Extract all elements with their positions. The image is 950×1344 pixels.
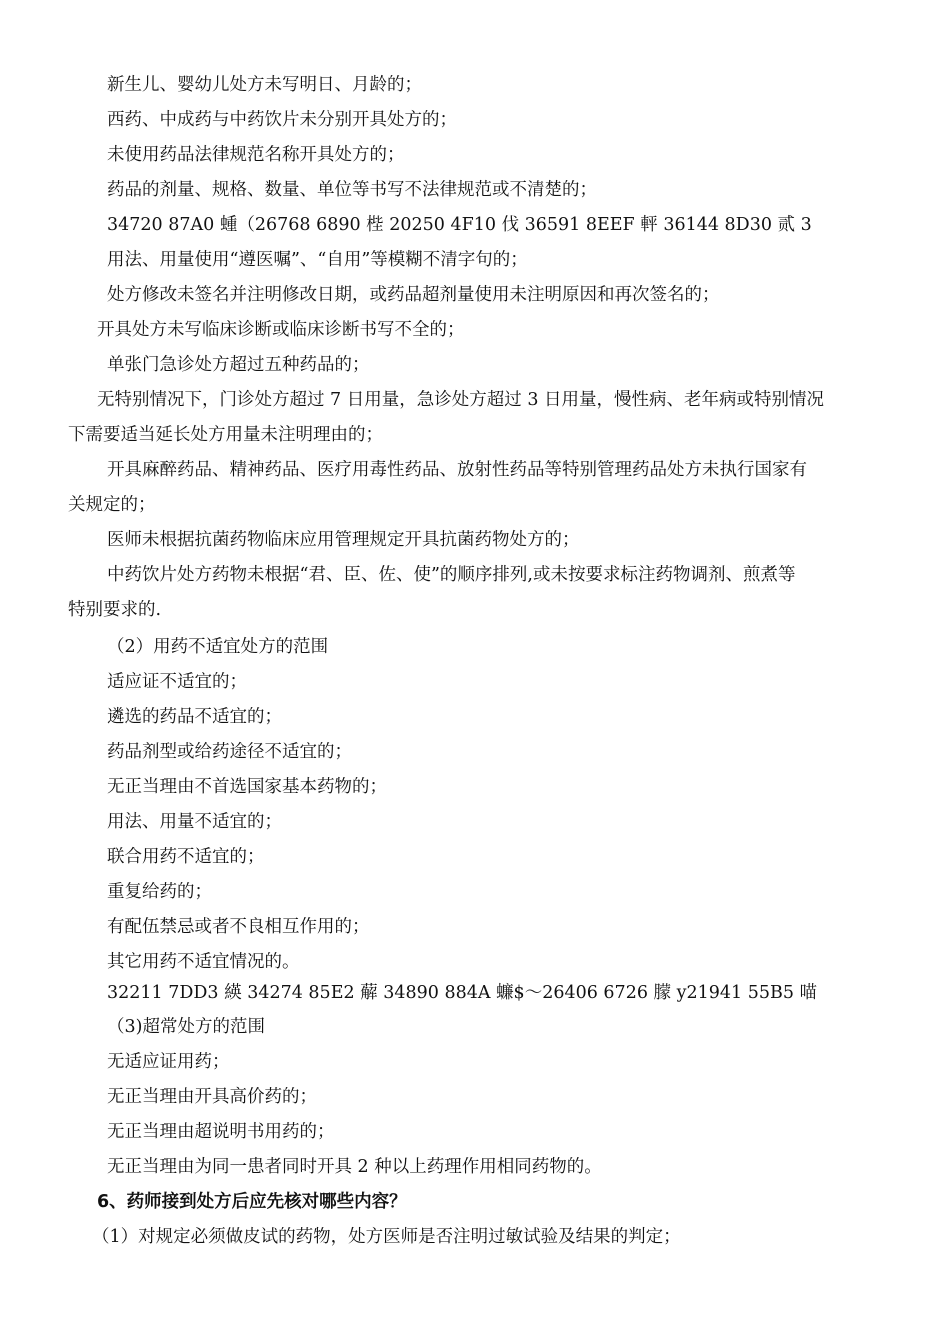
text-line: 新生儿、婴幼儿处方未写明日、月龄的； xyxy=(107,75,422,95)
text-line: 无正当理由超说明书用药的； xyxy=(107,1122,335,1142)
text-line: 医师未根据抗菌药物临床应用管理规定开具抗菌药物处方的； xyxy=(107,530,580,550)
text-line: 联合用药不适宜的； xyxy=(107,847,265,867)
text-line: 特别要求的. xyxy=(68,600,162,620)
text-line: 西药、中成药与中药饮片未分别开具处方的； xyxy=(107,110,457,130)
text-line: 其它用药不适宜情况的。 xyxy=(107,952,300,972)
text-line: 无正当理由开具高价药的； xyxy=(107,1087,317,1107)
section-heading: （2）用药不适宜处方的范围 xyxy=(107,637,329,657)
text-line: 中药饮片处方药物未根据“君、臣、佐、使”的顺序排列,或未按要求标注药物调剂、煎煮等 xyxy=(107,565,796,585)
text-line: 无适应证用药； xyxy=(107,1052,230,1072)
text-line: 关规定的； xyxy=(68,495,156,515)
text-line: 药品剂型或给药途径不适宜的； xyxy=(107,742,352,762)
text-line: 开具处方未写临床诊断或临床诊断书写不全的； xyxy=(97,320,465,340)
text-line: 开具麻醉药品、精神药品、医疗用毒性药品、放射性药品等特别管理药品处方未执行国家有 xyxy=(107,460,807,480)
text-line: 32211 7DD3 緓 34274 85E2 薢 34890 884A 蠊$～26406 6726 朦 y21941 55B5 喵 xyxy=(107,983,818,1003)
text-line: 34720 87A0 蝩（26768 6890 梐 20250 4F10 伐 36591 8EEF 軯 36144 8D30 贰 3 xyxy=(107,215,812,235)
text-line: 处方修改未签名并注明修改日期，或药品超剂量使用未注明原因和再次签名的； xyxy=(107,285,720,305)
text-line: 单张门急诊处方超过五种药品的； xyxy=(107,355,370,375)
question-heading: 6、药师接到处方后应先核对哪些内容？ xyxy=(97,1192,407,1212)
text-line: 重复给药的； xyxy=(107,882,212,902)
text-line: （1）对规定必须做皮试的药物，处方医师是否注明过敏试验及结果的判定； xyxy=(92,1227,681,1247)
text-line: 用法、用量不适宜的； xyxy=(107,812,282,832)
text-line: 适应证不适宜的； xyxy=(107,672,247,692)
text-line: 无特别情况下，门诊处方超过 7 日用量，急诊处方超过 3 日用量，慢性病、老年病或特别情况 xyxy=(97,390,825,410)
text-line: 用法、用量使用“遵医嘱”、“自用”等模糊不清字句的； xyxy=(107,250,528,270)
text-line: 未使用药品法律规范名称开具处方的； xyxy=(107,145,405,165)
text-line: 有配伍禁忌或者不良相互作用的； xyxy=(107,917,370,937)
section-heading: （3)超常处方的范围 xyxy=(107,1017,265,1037)
text-line: 药品的剂量、规格、数量、单位等书写不法律规范或不清楚的； xyxy=(107,180,597,200)
text-line: 无正当理由不首选国家基本药物的； xyxy=(107,777,387,797)
text-line: 遴选的药品不适宜的； xyxy=(107,707,282,727)
text-line: 下需要适当延长处方用量未注明理由的； xyxy=(68,425,383,445)
text-line: 无正当理由为同一患者同时开具 2 种以上药理作用相同药物的。 xyxy=(107,1157,602,1177)
